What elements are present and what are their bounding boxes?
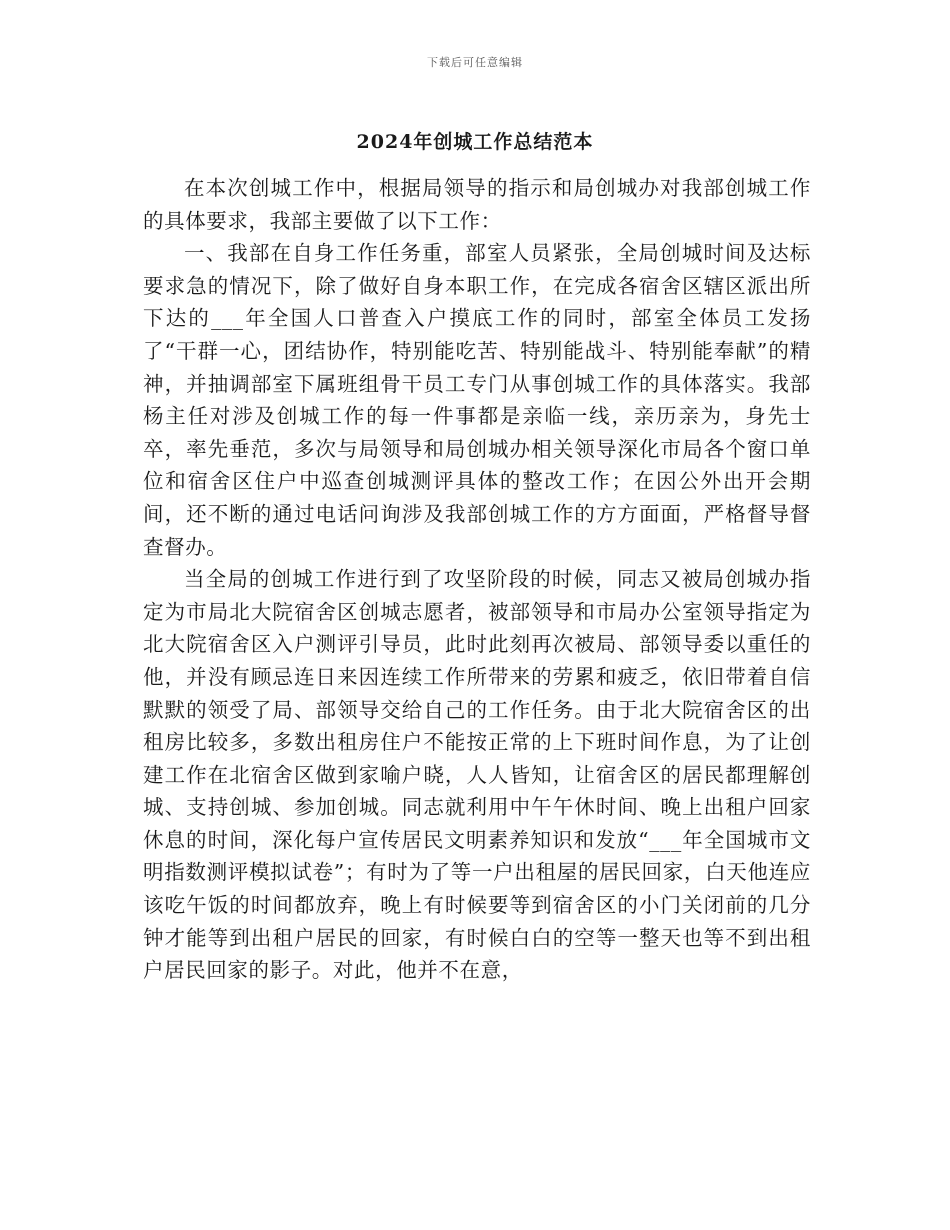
document-body xyxy=(143,172,811,987)
header-note: 下载后可任意编辑 xyxy=(427,56,523,69)
paragraph-section-one: 一、我部在自身工作任务重，部室人员紧张，全局创城时间及达标要求急的情况下，除了做好自身本职工作，在完成各宿舍区辖区派出所下达的___年全国人口普查入户摸底工作的同时，部室全体员工发扬了“干群一心，团结协作，特别能吃苦、特别能战斗、特别能奉献”的精神，并抽调部室下属班组骨干员工专门从事创城工作的具体落实。我部杨主任对涉及创城工作的每一件事都是亲临一线，亲历亲为，身先士卒，率先垂范，多次与局领导和局创城办相关领导深化市局各个窗口单位和宿舍区住户中巡查创城测评具体的整改工作；在因公外出开会期间，还不断的通过电话问询涉及我部创城工作的方方面面，严格督导督查督办。 xyxy=(143,241,811,559)
paragraph-intro: 在本次创城工作中，根据局领导的指示和局创城办对我部创城工作的具体要求，我部主要做了以下工作： xyxy=(143,176,811,233)
document-title: 2024年创城工作总结范本 xyxy=(356,131,594,153)
paragraph-volunteer: 当全局的创城工作进行到了攻坚阶段的时候，同志又被局创城办指定为市局北大院宿舍区创城志愿者，被部领导和市局办公室领导指定为北大院宿舍区入户测评引导员，此时此刻再次被局、部领导委以重任的他，并没有顾忌连日来因连续工作所带来的劳累和疲乏，依旧带着自信默默的领受了局、部领导交给自己的工作任务。由于北大院宿舍区的出租房比较多，多数出租房住户不能按正常的上下班时间作息，为了让创建工作在北宿舍区做到家喻户晓，人人皆知，让宿舍区的居民都理解创城、支持创城、参加创城。同志就利用中午午休时间、晚上出租户回家休息的时间，深化每户宣传居民文明素养知识和发放“___年全国城市文明指数测评模拟试卷”；有时为了等一户出租屋的居民回家，白天他连应该吃午饭的时间都放弃，晚上有时候要等到宿舍区的小门关闭前的几分钟才能等到出租户居民的回家，有时候白白的空等一整天也等不到出租户居民回家的影子。对此，他并不在意， xyxy=(143,567,811,983)
